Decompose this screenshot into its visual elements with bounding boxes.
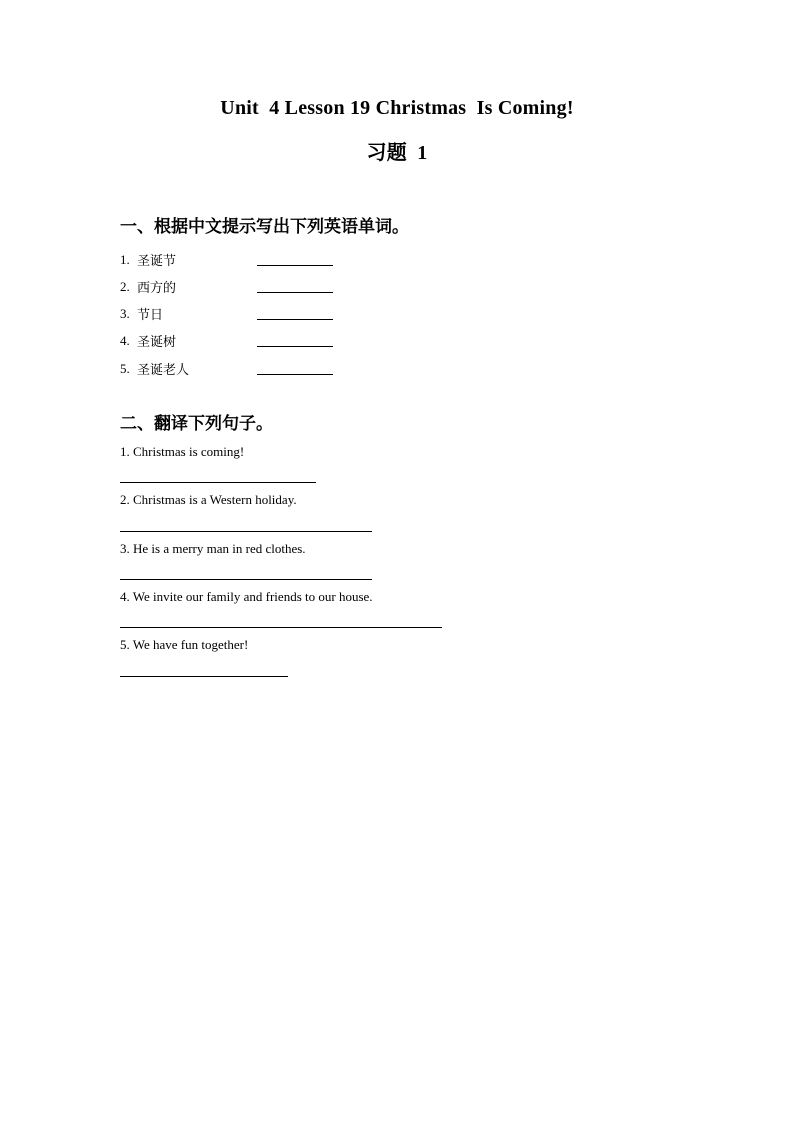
vocab-chinese-word: 西方的 <box>137 281 177 296</box>
vocab-number: 1. <box>120 252 130 267</box>
vocab-number: 5. <box>120 361 130 376</box>
vocab-number: 3. <box>120 306 130 321</box>
vocab-chinese-word: 圣诞节 <box>137 254 177 269</box>
sentence-prompt: 1. Christmas is coming! <box>120 444 245 459</box>
translation-answer-line[interactable] <box>120 531 372 532</box>
section-1-heading: 一、根据中文提示写出下列英语单词。 <box>120 217 409 237</box>
translation-answer-line[interactable] <box>120 627 442 628</box>
sentence-prompt: 4. We invite our family and friends to our house. <box>120 589 373 604</box>
sentence-prompt: 2. Christmas is a Western holiday. <box>120 492 297 507</box>
translation-answer-line[interactable] <box>120 579 372 580</box>
vocab-answer-blank[interactable] <box>257 346 333 347</box>
page-subtitle: 习题 1 <box>366 142 428 164</box>
vocab-item <box>120 250 380 270</box>
vocab-answer-blank[interactable] <box>257 374 333 375</box>
vocab-item <box>120 359 380 379</box>
vocab-item <box>120 304 380 324</box>
vocab-chinese-word: 圣诞树 <box>137 335 177 350</box>
vocab-number: 4. <box>120 333 130 348</box>
page-title: Unit 4 Lesson 19 Christmas Is Coming! <box>220 97 574 119</box>
translation-answer-line[interactable] <box>120 676 288 677</box>
vocab-chinese-word: 节日 <box>137 308 164 323</box>
translation-answer-line[interactable] <box>120 482 316 483</box>
vocab-answer-blank[interactable] <box>257 319 333 320</box>
vocab-number: 2. <box>120 279 130 294</box>
sentence-prompt: 5. We have fun together! <box>120 637 249 652</box>
section-2-heading: 二、翻译下列句子。 <box>120 414 273 434</box>
vocab-chinese-word: 圣诞老人 <box>137 363 190 378</box>
vocab-answer-blank[interactable] <box>257 292 333 293</box>
sentence-prompt: 3. He is a merry man in red clothes. <box>120 541 306 556</box>
vocab-item <box>120 331 380 351</box>
vocab-item <box>120 277 380 297</box>
vocab-answer-blank[interactable] <box>257 265 333 266</box>
